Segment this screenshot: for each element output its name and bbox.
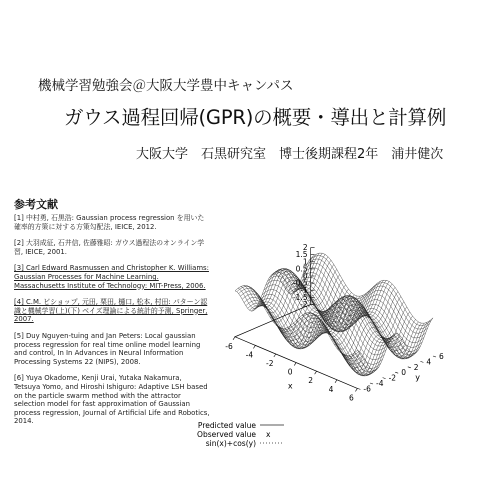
x-axis-label: x bbox=[287, 381, 293, 391]
x-tick-label: 2 bbox=[308, 376, 313, 386]
reference-item-1: [1] 中村勇, 石黒浩: Gaussian process regression を用いた確率的方策に対する方策勾配法, IEICE, 2012. bbox=[14, 214, 205, 231]
x-tick-label: 4 bbox=[328, 384, 334, 394]
author-affiliation: 大阪大学 石黒研究室 博士後期課程2年 浦井健次 bbox=[136, 147, 444, 162]
y-tick-label: 0 bbox=[401, 368, 406, 378]
y-tick-label: -4 bbox=[376, 379, 384, 388]
z-tick-label: -0.5 bbox=[292, 278, 308, 288]
x-tick-label: -6 bbox=[225, 341, 233, 351]
y-tick-label: 4 bbox=[426, 357, 432, 367]
z-tick-label: 1.5 bbox=[295, 250, 308, 260]
y-tick-label: -2 bbox=[388, 373, 397, 383]
axis-frame bbox=[235, 304, 357, 388]
legend-label: Predicted value bbox=[197, 421, 256, 430]
z-tick-label: 0.5 bbox=[295, 264, 308, 274]
predicted-surface-mesh bbox=[235, 253, 433, 376]
reference-list bbox=[14, 214, 210, 434]
reference-item-2: [2] 大羽成征, 石井信, 佐藤雅昭: ガウス過程法のオンライン学習, IEICE, 2001. bbox=[14, 239, 205, 256]
z-tick-label: 2 bbox=[302, 243, 308, 253]
legend-swatch-point: x bbox=[266, 430, 271, 439]
x-tick-mark bbox=[315, 371, 317, 374]
y-tick-label: -6 bbox=[363, 384, 371, 394]
presentation-title: ガウス過程回帰(GPR)の概要・導出と計算例 bbox=[64, 106, 447, 129]
y-tick-mark bbox=[420, 361, 423, 362]
mesh-line-y bbox=[262, 290, 384, 360]
x-tick-mark bbox=[233, 337, 235, 340]
reference-item-6: [6] Yuya Okadome, Kenji Urai, Yutaka Nakamura, Tetsuya Yomo, and Hiroshi Ishiguro: Adaptive LSH based on the particle swarm method with the attractor selection model for fast approximation of Gaussian process regression, Journal of Artificial Life and Robotics, 2014. bbox=[14, 374, 210, 426]
references-heading: 参考文献 bbox=[14, 198, 58, 211]
z-tick-label: -1.5 bbox=[292, 292, 308, 302]
x-tick-mark bbox=[294, 363, 296, 366]
legend-label: Observed value bbox=[197, 430, 256, 439]
reference-item-3[interactable]: [3] Carl Edward Rasmussen and Christopher K. Williams: Gaussian Processes for Machine Learning. Massachusetts Institute of Technology: MIT-Press, 2006. bbox=[14, 264, 209, 290]
z-tick-label: 1 bbox=[302, 257, 308, 267]
mesh-line-x bbox=[244, 253, 320, 306]
reference-item-5: [5] Duy Nguyen-tuing and Jan Peters: Local gaussian process regression for real time online model learning and control, In In Advances in Neural Information Processing Systems 22 (NIPS), 2008. bbox=[14, 331, 201, 366]
z-tick-label: 0 bbox=[302, 271, 308, 281]
x-tick-label: 6 bbox=[349, 393, 354, 403]
y-tick-mark bbox=[408, 367, 411, 368]
z-tick-label: -1 bbox=[300, 285, 308, 295]
x-tick-label: -2 bbox=[266, 359, 274, 368]
x-tick-mark bbox=[253, 345, 255, 348]
y-tick-mark bbox=[433, 356, 436, 357]
y-axis-label: y bbox=[415, 373, 420, 383]
event-line: 機械学習勉強会＠大阪大学豊中キャンパス bbox=[38, 78, 294, 94]
reference-item-4[interactable]: [4] C.M. ビショップ, 元田, 栗田, 樋口, 松本, 村田: パターン認識と機械学習(上)(下) ベイズ理論による統計的予測, Springer, 2007. bbox=[14, 298, 208, 324]
plot-legend bbox=[197, 421, 284, 448]
surface-plot bbox=[196, 196, 476, 476]
x-tick-label: 0 bbox=[287, 367, 293, 377]
y-tick-mark bbox=[357, 388, 360, 389]
x-tick-mark bbox=[274, 354, 276, 357]
x-tick-mark bbox=[355, 388, 357, 391]
y-tick-label: 6 bbox=[439, 352, 444, 361]
x-tick-label: -4 bbox=[245, 350, 254, 360]
x-tick-mark bbox=[335, 380, 337, 383]
z-tick-label: -2 bbox=[300, 299, 308, 309]
y-tick-label: 2 bbox=[413, 362, 419, 372]
legend-label: sin(x)+cos(y) bbox=[205, 439, 256, 448]
